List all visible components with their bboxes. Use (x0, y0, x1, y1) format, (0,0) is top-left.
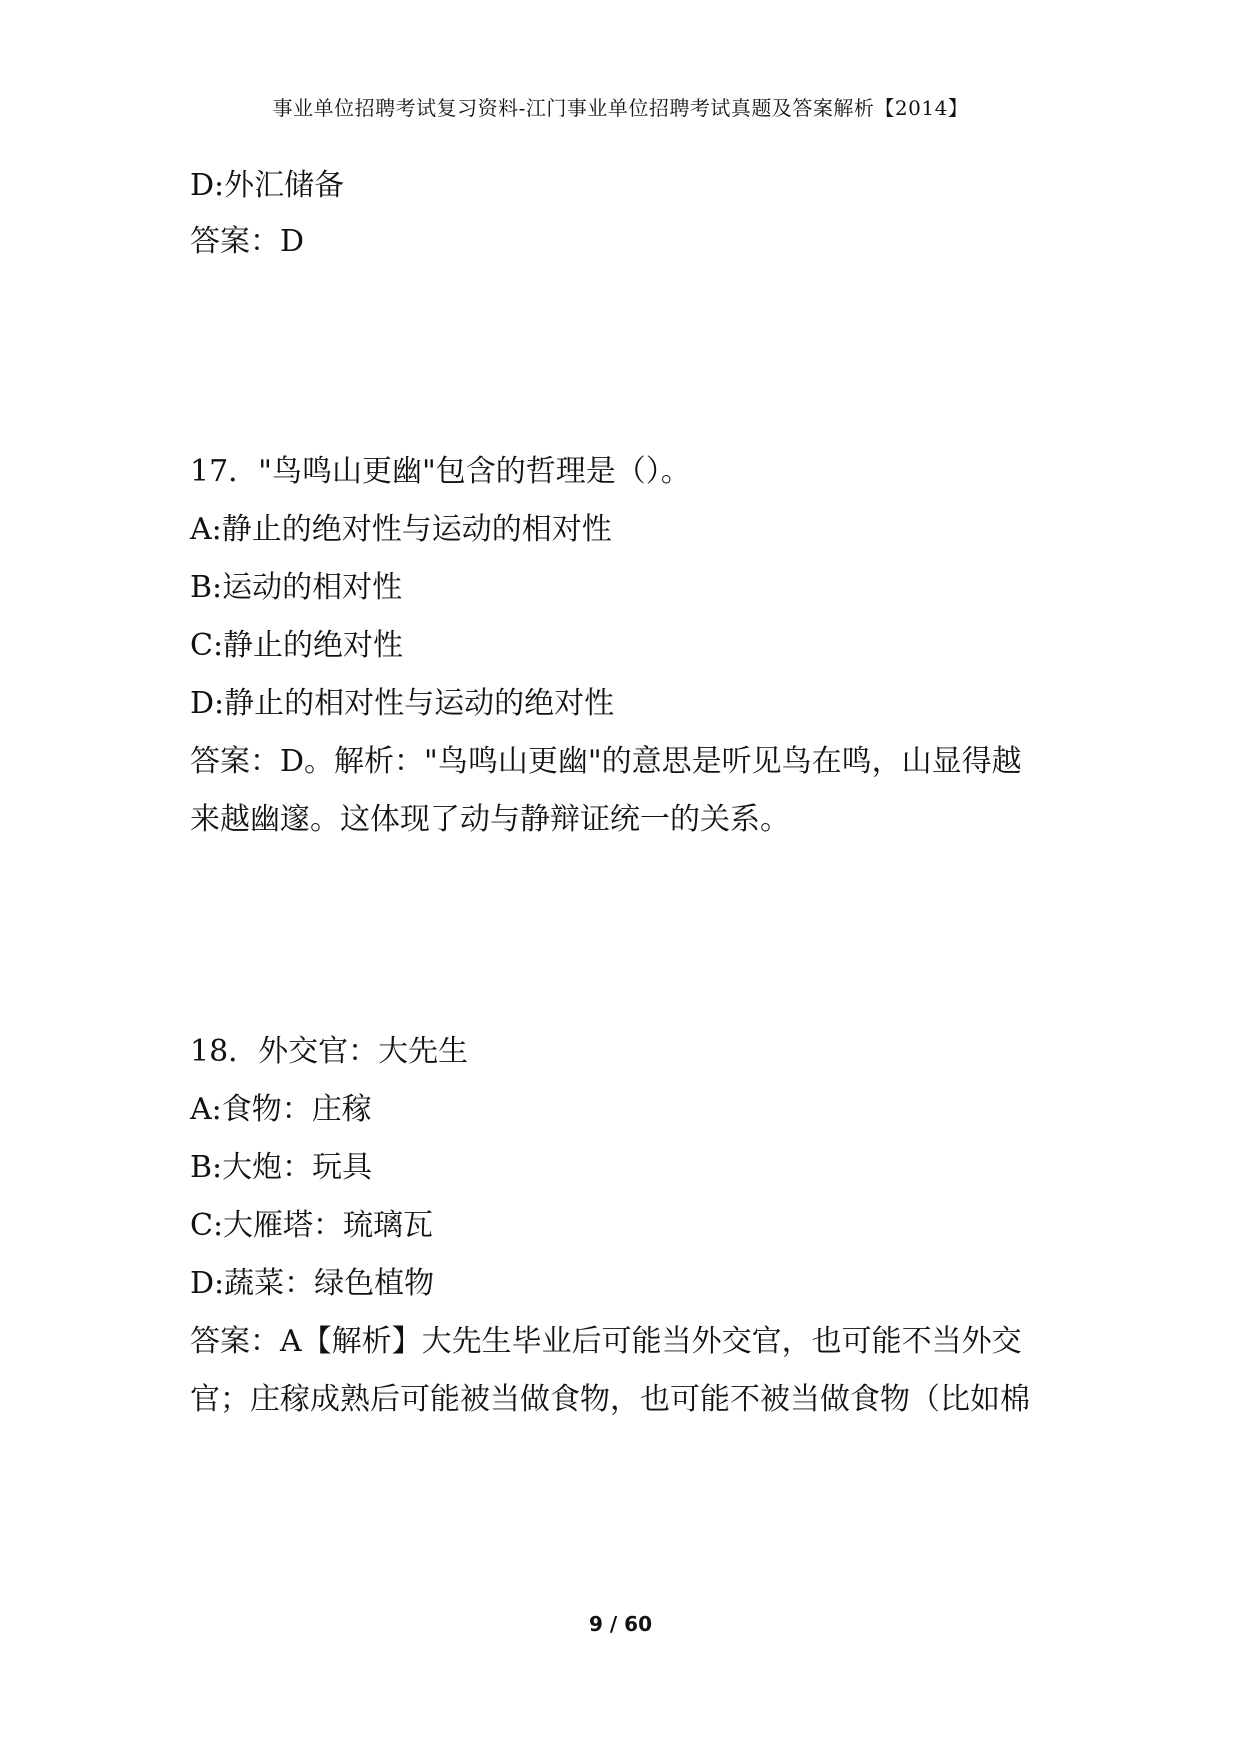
q17-answer-line-1: 答案：D。解析："鸟鸣山更幽"的意思是听见鸟在鸣，山显得越 (190, 744, 1022, 779)
q18-option-c: C:大雁塔：琉璃瓦 (190, 1208, 434, 1243)
q18-answer-line-1: 答案：A【解析】大先生毕业后可能当外交官，也可能不当外交 (190, 1324, 1022, 1359)
q17-option-b: B:运动的相对性 (190, 570, 403, 605)
q17-option-d: D:静止的相对性与运动的绝对性 (190, 686, 615, 721)
page-number: 9 / 60 (589, 1612, 652, 1636)
prev-answer: 答案：D (190, 224, 305, 259)
q18-stem: 18．外交官：大先生 (190, 1034, 469, 1069)
q17-answer-line-2: 来越幽邃。这体现了动与静辩证统一的关系。 (190, 802, 790, 837)
q17-option-a: A:静止的绝对性与运动的相对性 (190, 512, 612, 547)
q17-option-c: C:静止的绝对性 (190, 628, 404, 663)
q18-option-d: D:蔬菜：绿色植物 (190, 1266, 435, 1301)
q17-stem: 17．"鸟鸣山更幽"包含的哲理是（）。 (190, 454, 691, 489)
prev-option-d: D:外汇储备 (190, 168, 345, 203)
q18-option-b: B:大炮：玩具 (190, 1150, 373, 1185)
q18-answer-line-2: 官；庄稼成熟后可能被当做食物，也可能不被当做食物（比如棉 (190, 1382, 1030, 1417)
page-header-title: 事业单位招聘考试复习资料-江门事业单位招聘考试真题及答案解析【2014】 (272, 96, 969, 120)
q18-option-a: A:食物：庄稼 (190, 1092, 372, 1127)
